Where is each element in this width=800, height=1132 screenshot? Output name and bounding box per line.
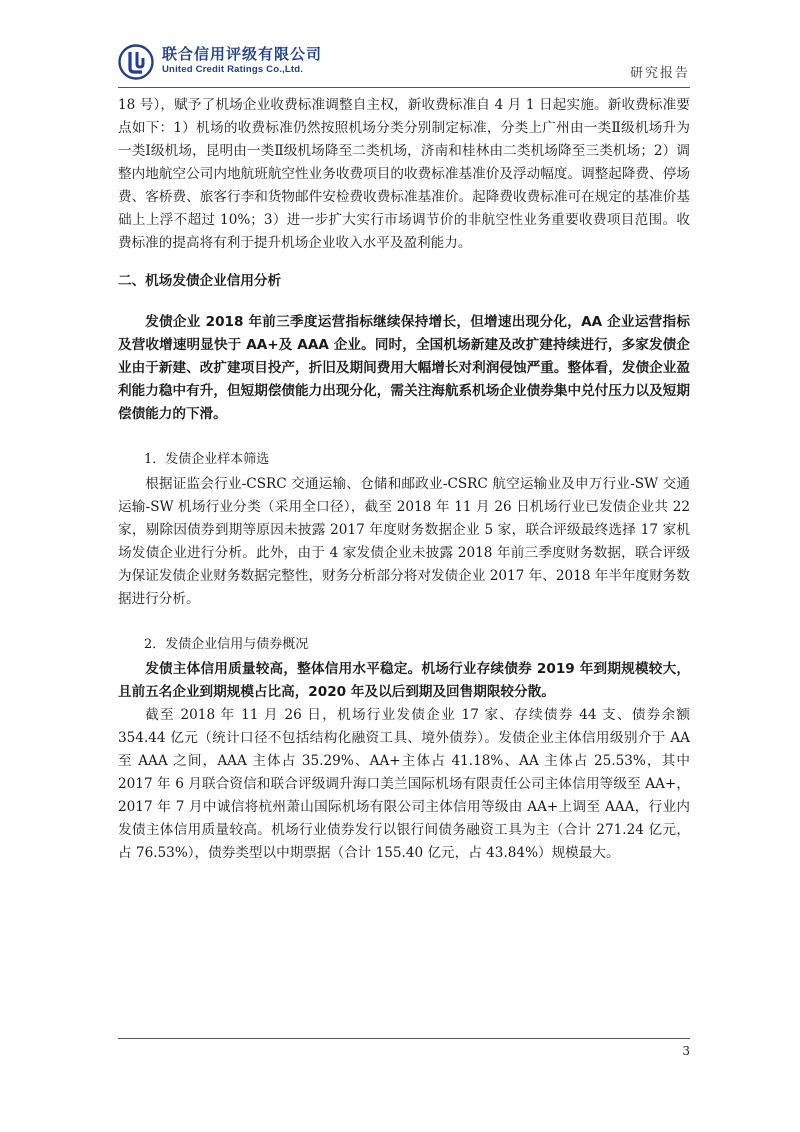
subsection-heading-sample: 1．发债企业样本筛选 <box>144 452 270 467</box>
footer-divider <box>118 1038 690 1039</box>
subsection-heading-credit: 2．发债企业信用与债券概况 <box>144 637 309 652</box>
report-type-label: 研究报告 <box>629 66 690 81</box>
paragraph-credit-overview: 截至 2018 年 11 月 26 日，机场行业发债企业 17 家、存续债券 44 支、债券余额 354.44 亿元（统计口径不包括结构化融资工具、境外债券）。发债企业主体信用级别介于 AA 至 AAA 之间，AAA 主体占 35.29%、AA+主体占 41.18%、AA 主体占 25.53%，其中 2017 年 6 月联合资信和联合评级调升海口美兰国际机场有限责任公司主体信用等级至 AA+，2017 年 7 月中诚信将杭州萧山国际机场有限公司主体信用等级由 AA+上调至 AAA，行业内发债主体信用质量较高。机场行业债券发行以银行间债务融资工具为主（合计 271.24 亿元，占 76.53%），债券类型以中期票据（合计 155.40 亿元，占 43.84%）规模最大。 <box>118 707 690 861</box>
page-number: 3 <box>682 1044 690 1058</box>
company-name-en: United Credit Ratings Co.,Ltd. <box>162 64 304 75</box>
paragraph-fee-standards: 18 号），赋予了机场企业收费标准调整自主权，新收费标准自 4 月 1 日起实施。新收费标准要点如下：1）机场的收费标准仍然按照机场分类分别制定标准，分类上广州由一类Ⅱ级机场升为一类Ⅰ级机场，昆明由一类Ⅱ级机场降至二类机场，济南和桂林由二类机场降至三类机场；2）调整内地航空公司内地航班航空性业务收费项目的收费标准基准价及浮动幅度。调整起降费、停场费、客桥费、旅客行李和货物邮件安检费收费标准基准价。起降费收费标准可在规定的基准价基础上上浮不超过 10%；3）进一步扩大实行市场调节价的非航空性业务重要收费项目范围。收费标准的提高将有利于提升机场企业收入水平及盈利能力。 <box>118 97 690 251</box>
section-heading: 二、机场发债企业信用分析 <box>118 273 282 289</box>
credit-summary: 发债主体信用质量较高，整体信用水平稳定。机场行业存续债券 2019 年到期规模较大，且前五名企业到期规模占比高，2020 年及以后到期及回售期限较分散。 <box>118 661 690 700</box>
section-summary: 发债企业 2018 年前三季度运营指标继续保持增长，但增速出现分化，AA 企业运营指标及营收增速明显快于 AA+及 AAA 企业。同时，全国机场新建及改扩建持续进行，多家发债企业由于新建、改扩建项目投产，折旧及期间费用大幅增长对利润侵蚀严重。整体看，发债企业盈利能力稳中有升，但短期偿债能力出现分化，需关注海航系机场企业债券集中兑付压力以及短期偿债能力的下滑。 <box>118 314 690 422</box>
company-name-cn: 联合信用评级有限公司 <box>162 45 323 63</box>
paragraph-sample-selection: 根据证监会行业-CSRC 交通运输、仓储和邮政业-CSRC 航空运输业及申万行业-SW 交通运输-SW 机场行业分类（采用全口径），截至 2018 年 11 月 26 日机场行业已发债企业共 22 家，剔除因债券到期等原因未披露 2017 年度财务数据企业 5 家，联合评级最终选择 17 家机场发债企业进行分析。此外，由于 4 家发债企业未披露 2018 年前三季度财务数据，联合评级为保证发债企业财务数据完整性，财务分析部分将对发债企业 2017 年、2018 年半年度财务数据进行分析。 <box>118 476 690 607</box>
ucr-logo-icon <box>118 44 154 80</box>
page-content <box>118 94 690 865</box>
page-header <box>118 38 690 86</box>
header-divider <box>118 87 690 88</box>
